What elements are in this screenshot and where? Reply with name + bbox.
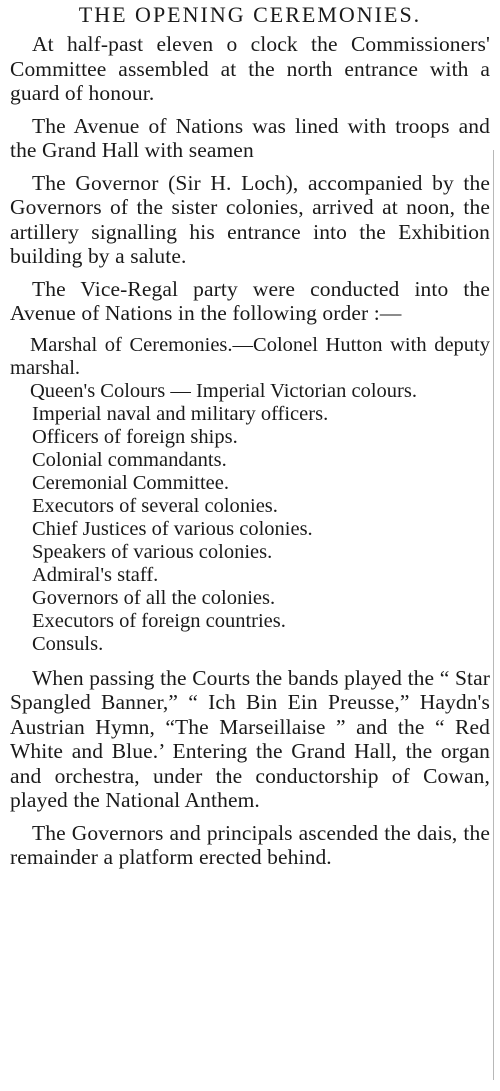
list-item: Executors of several colonies. bbox=[32, 494, 278, 517]
paragraph-procession-intro: The Vice-Regal party were conducted into the Avenue of Nations in the following order :— bbox=[10, 276, 490, 325]
list-item: Imperial naval and military officers. bbox=[32, 402, 329, 425]
list-item: Governors of all the colonies. bbox=[32, 586, 276, 609]
list-item: Ceremonial Committee. bbox=[32, 471, 229, 494]
list-item-marshal: Marshal of Ceremonies.—Colonel Hutton with deputy marshal. bbox=[10, 333, 490, 379]
list-item-colours: Queen's Colours — Imperial Victorian colours. bbox=[30, 379, 417, 402]
list-item: Colonial commandants. bbox=[32, 448, 227, 471]
list-item: Admiral's staff. bbox=[32, 563, 159, 586]
paragraph-governor-arrival: The Governor (Sir H. Loch), accompanied by the Governors of the sister colonies, arrived at noon, the artillery signalling his entrance into the Exhibition building by a salute. bbox=[10, 170, 490, 268]
list-item: Executors of foreign countries. bbox=[32, 609, 286, 632]
paragraph-committee: At half-past eleven o clock the Commissioners' Committee assembled at the north entrance with a guard of honour. bbox=[10, 32, 490, 105]
paragraph-avenue: The Avenue of Nations was lined with troops and the Grand Hall with seamen bbox=[10, 113, 490, 162]
paragraph-dais: The Governors and principals ascended the dais, the remainder a platform erected behind. bbox=[10, 820, 490, 869]
list-item: Officers of foreign ships. bbox=[32, 425, 238, 448]
procession-order-list bbox=[10, 334, 490, 656]
article-heading: THE OPENING CEREMONIES. bbox=[78, 2, 422, 27]
paragraph-bands-played: When passing the Courts the bands played the “ Star Spangled Banner,” “ Ich Bin Ein Preusse,” Haydn's Austrian Hymn, “The Marseillaise ” and the “ Red White and Blue.’ Entering the Grand Hall, the organ and orchestra, under the conductorship of Cowan, played the National Anthem. bbox=[10, 665, 490, 812]
article-column bbox=[10, 0, 490, 1091]
list-item: Speakers of various colonies. bbox=[32, 540, 273, 563]
column-rule bbox=[493, 150, 494, 1080]
list-item: Chief Justices of various colonies. bbox=[32, 517, 313, 540]
list-item: Consuls. bbox=[32, 632, 104, 655]
